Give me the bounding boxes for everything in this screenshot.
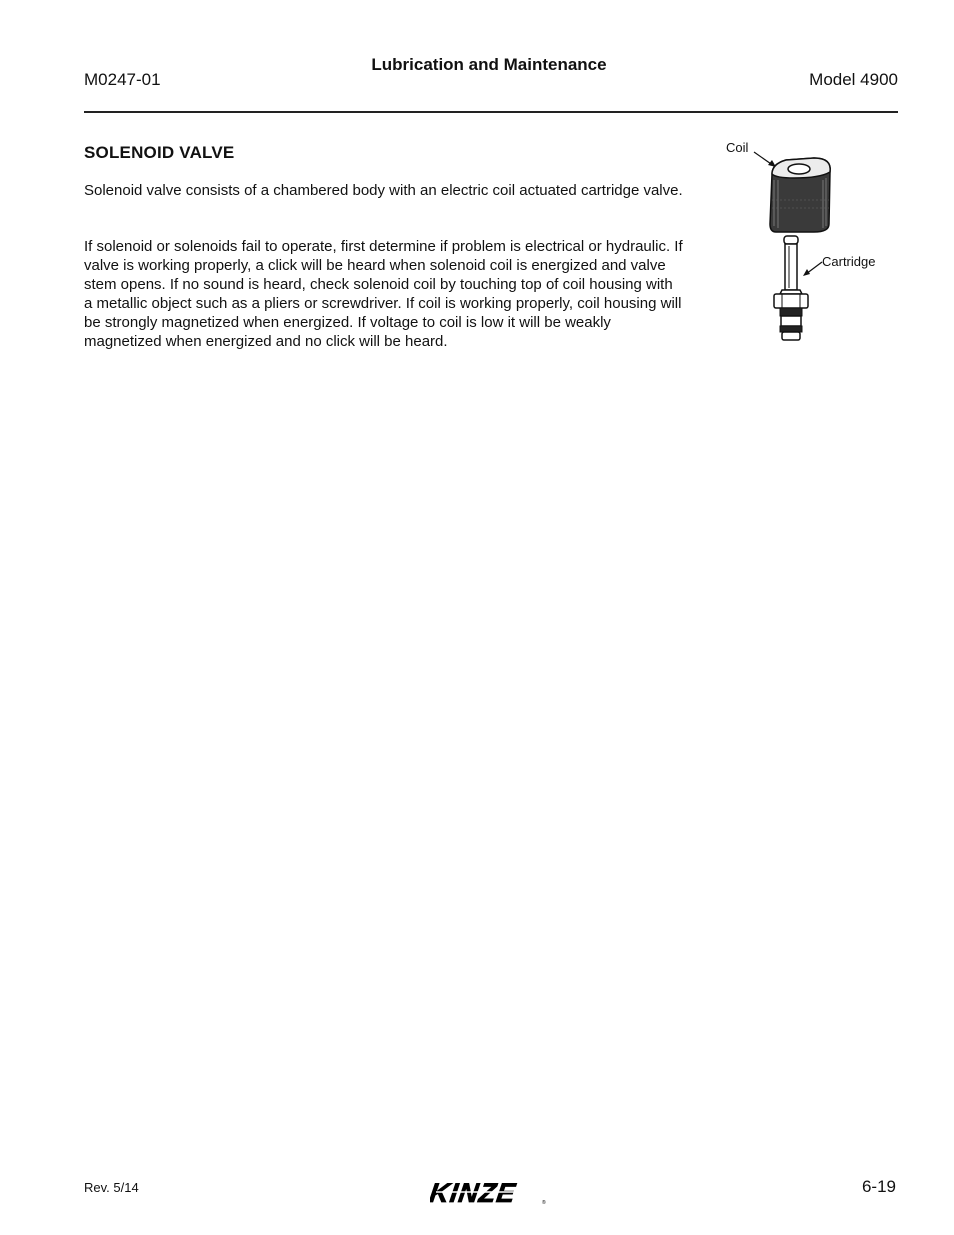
svg-text:KINZE: KINZE (430, 1177, 518, 1207)
svg-text:®: ® (542, 1200, 546, 1206)
section-title: SOLENOID VALVE (84, 143, 235, 162)
coil-label: Coil (726, 140, 749, 155)
header-divider (84, 111, 898, 113)
solenoid-valve-illustration (710, 136, 900, 351)
kinze-logo-mark (430, 1177, 550, 1207)
section-heading: Lubrication and Maintenance (371, 55, 607, 74)
model-number: Model 4900 (809, 70, 898, 89)
kinze-logo (430, 1177, 550, 1212)
cartridge-drawing (774, 236, 808, 340)
coil-drawing (770, 158, 830, 232)
revision-date: Rev. 5/14 (84, 1180, 139, 1195)
cartridge-label: Cartridge (822, 254, 876, 269)
document-number: M0247-01 (84, 70, 161, 89)
cartridge-arrowhead (803, 269, 810, 276)
paragraph-troubleshooting: If solenoid or solenoids fail to operate, first determine if problem is electrical or hydraulic. If valve is working properly, a click will be heard when solenoid coil is energized and valve stem opens. If no sound is heard, check solenoid coil by touching top of coil housing with a metallic object such as a pliers or screwdriver. If coil is working properly, coil housing will be strongly magnetized when energized. If voltage to coil is low it will be weakly magnetized when energized and no click will be heard. (84, 238, 683, 350)
page-number: 6-19 (861, 1177, 896, 1196)
solenoid-valve-figure (710, 136, 900, 351)
paragraph-description: Solenoid valve consists of a chambered body with an electric coil actuated cartridge valve. (84, 182, 683, 199)
